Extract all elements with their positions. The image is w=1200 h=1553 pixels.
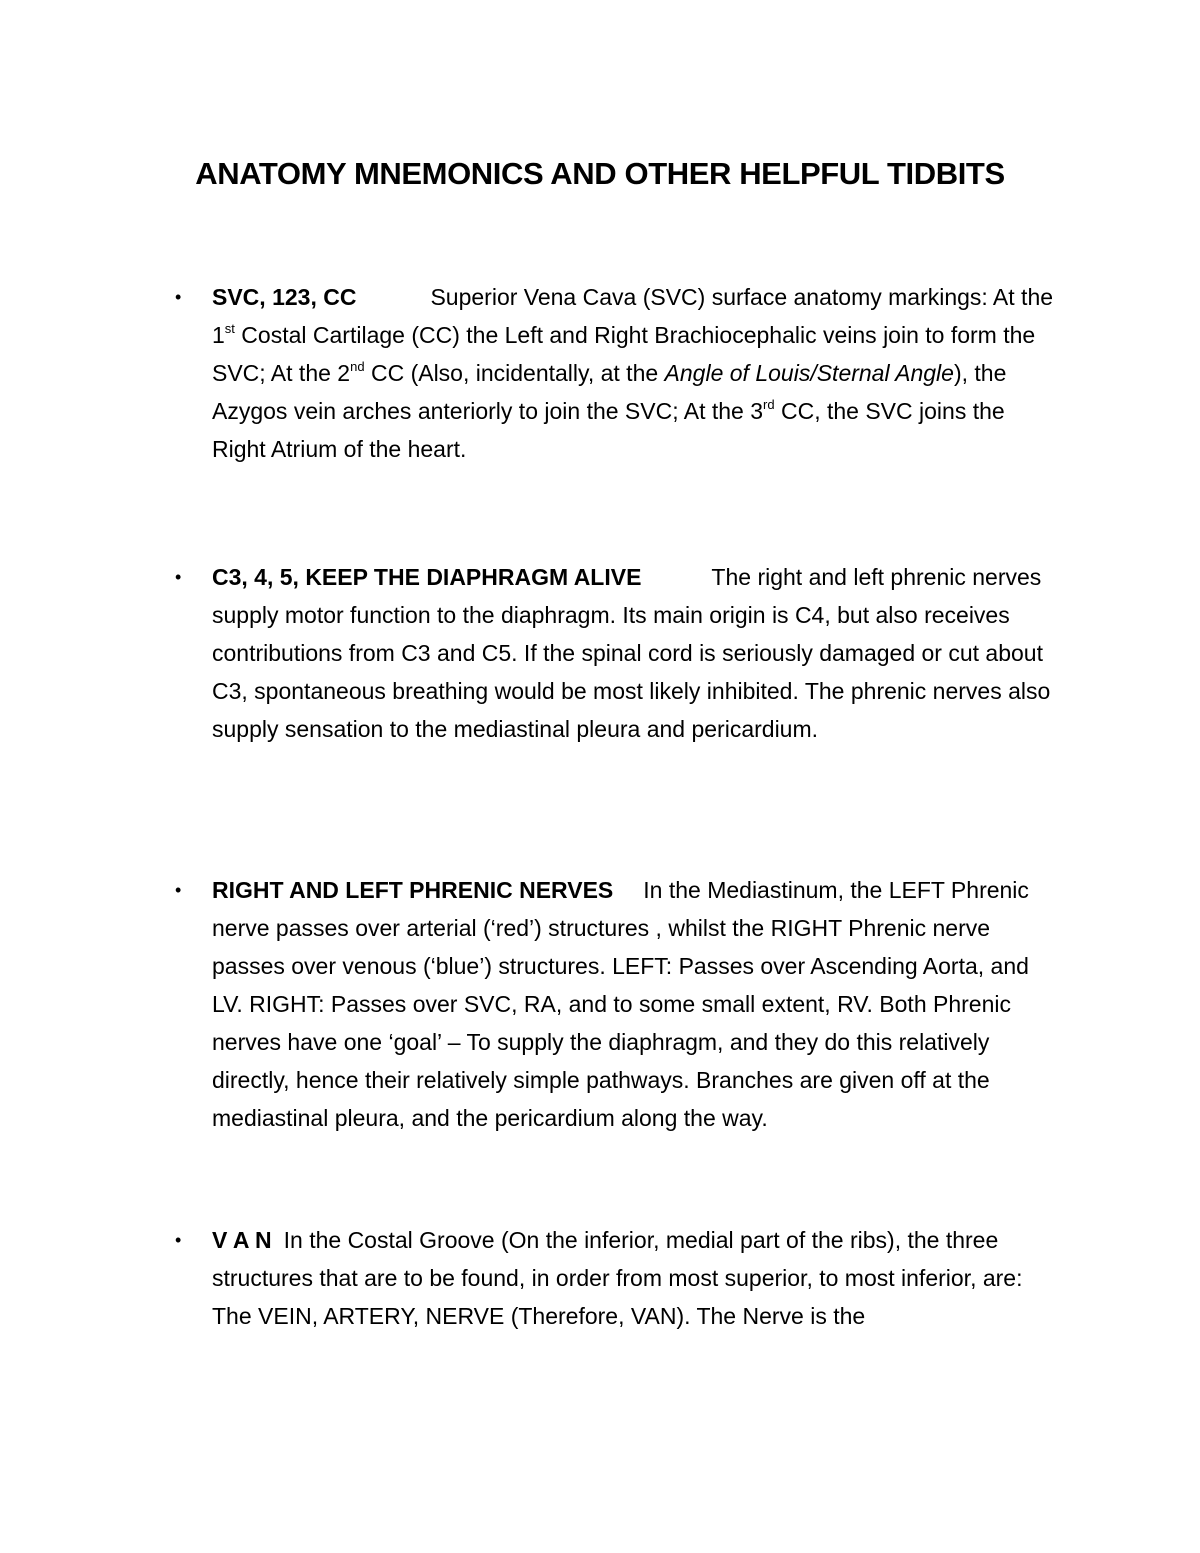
item-heading: C3, 4, 5, KEEP THE DIAPHRAGM ALIVE (212, 564, 642, 590)
bullet-icon: • (175, 567, 182, 587)
superscript: nd (350, 359, 365, 374)
list-item-svc (175, 278, 1062, 468)
item-heading: SVC, 123, CC (212, 284, 357, 310)
item-text: Superior Vena Cava (SVC) surface anatomy markings: At the 1 (212, 284, 1054, 348)
superscript: rd (763, 397, 775, 412)
item-text: Costal Cartilage (CC) the Left and Right Brachiocephalic veins join to form the SVC; At the 2 (212, 322, 1036, 386)
bullet-icon: • (175, 287, 182, 307)
superscript: st (224, 321, 235, 336)
item-text: In the Mediastinum, the LEFT Phrenic nerve passes over arterial (‘red’) structures , whilst the RIGHT Phrenic nerve passes over venous (‘blue’) structures. LEFT: Passes over Ascending Aorta, and LV. RIGHT: Passes over SVC, RA, and to some small extent, RV. Both Phrenic nerves have one ‘goal’ – To supply the diaphragm, and they do this relatively directly, hence their relatively simple pathways. Branches are given off at the mediastinal pleura, and the pericardium along the way. (212, 877, 1029, 1131)
list-item-van (175, 1221, 1062, 1335)
list-item-phrenic-nerves (175, 871, 1062, 1137)
item-text: The right and left phrenic nerves supply motor function to the diaphragm. Its main origin is C4, but also receives contributions from C3 and C5. If the spinal cord is seriously damaged or cut about C3, spontaneous breathing would be most likely inhibited. The phrenic nerves also supply sensation to the mediastinal pleura and pericardium. (212, 564, 1051, 742)
item-text: CC (Also, incidentally, at the (364, 360, 665, 386)
item-text: In the Costal Groove (On the inferior, medial part of the ribs), the three structures that are to be found, in order from most superior, to most inferior, are: The VEIN, ARTERY, NERVE (Therefore, VAN). The Nerve is the (212, 1227, 1023, 1329)
item-text: CC, the SVC joins the Right Atrium of the heart. (212, 398, 1005, 462)
item-heading: V A N (212, 1227, 272, 1253)
list-item-phrenic-origin (175, 558, 1062, 748)
document-title: ANATOMY MNEMONICS AND OTHER HELPFUL TIDBITS (195, 156, 1005, 191)
item-italic-text: Angle of Louis/Sternal Angle (664, 360, 954, 386)
item-text: ), the Azygos vein arches anteriorly to join the SVC; At the 3 (212, 360, 1007, 424)
bullet-icon: • (175, 880, 182, 900)
item-heading: RIGHT AND LEFT PHRENIC NERVES (212, 877, 614, 903)
bullet-icon: • (175, 1230, 182, 1250)
